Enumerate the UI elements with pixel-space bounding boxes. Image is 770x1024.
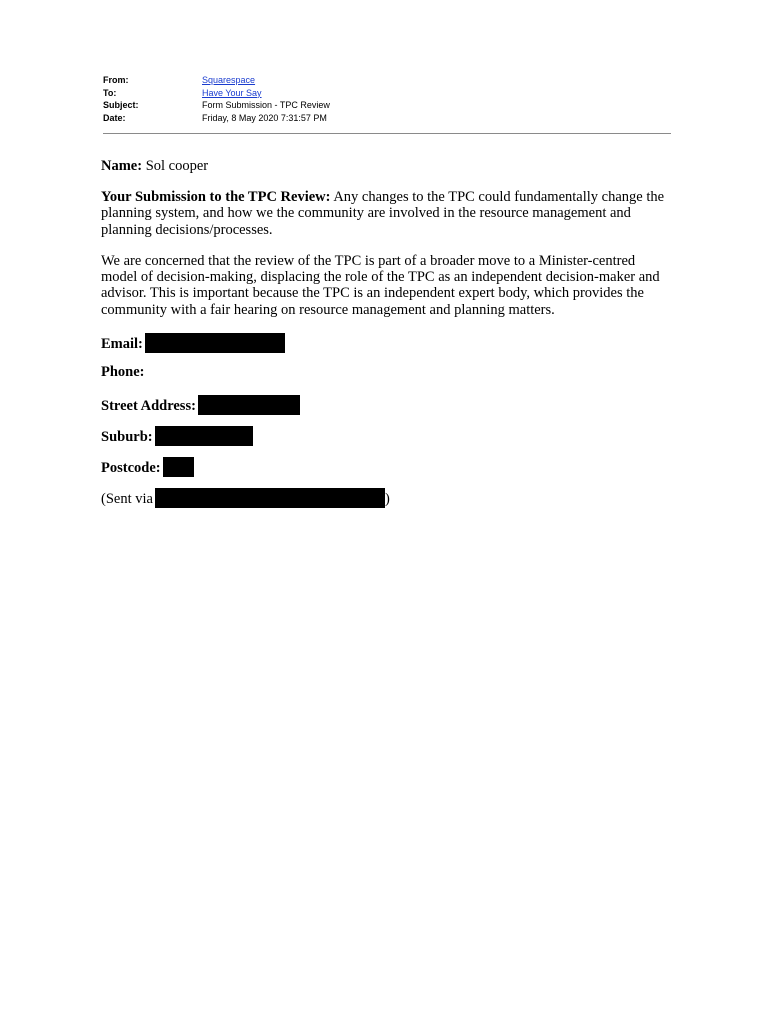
street-redaction bbox=[198, 395, 300, 415]
suburb-line bbox=[101, 426, 666, 457]
email-redaction bbox=[145, 333, 285, 353]
sent-via-line bbox=[101, 488, 666, 519]
name-value: Sol cooper bbox=[145, 158, 209, 174]
subject-label: Subject: bbox=[103, 100, 139, 111]
to-label: To: bbox=[103, 87, 117, 98]
email-line bbox=[101, 333, 666, 364]
email-header bbox=[103, 74, 671, 125]
subject-value: Form Submission - TPC Review bbox=[202, 100, 330, 111]
from-row bbox=[103, 74, 671, 87]
postcode-redaction bbox=[163, 457, 194, 477]
date-value: Friday, 8 May 2020 7:31:57 PM bbox=[202, 113, 327, 124]
subject-row bbox=[103, 99, 671, 112]
postcode-line bbox=[101, 457, 666, 488]
phone-label: Phone: bbox=[101, 363, 145, 380]
to-row bbox=[103, 87, 671, 100]
date-row bbox=[103, 112, 671, 125]
date-label: Date: bbox=[103, 113, 126, 124]
suburb-label: Suburb: bbox=[101, 428, 153, 445]
suburb-redaction bbox=[155, 426, 253, 446]
from-label: From: bbox=[103, 75, 129, 85]
from-link[interactable]: Squarespace bbox=[202, 75, 256, 85]
postcode-label: Postcode: bbox=[101, 459, 161, 476]
sent-via-prefix: (Sent via bbox=[101, 490, 153, 507]
name-line bbox=[101, 158, 666, 174]
street-line bbox=[101, 395, 666, 426]
concern-paragraph: We are concerned that the review of the TPC is part of a broader move to a Minister-centred model of decision-making, displacing the role of the TPC as an independent decision-maker and advisor. This is important because the TPC is an independent expert body, which provides the community with a fair hearing on resource management and planning matters. bbox=[101, 252, 660, 318]
header-divider bbox=[103, 133, 671, 134]
phone-line bbox=[101, 364, 666, 395]
review-label: Your Submission to the TPC Review: bbox=[101, 188, 331, 205]
street-label: Street Address: bbox=[101, 397, 196, 414]
review-paragraph bbox=[101, 189, 666, 238]
name-label: Name: bbox=[101, 158, 143, 174]
sent-via-redaction bbox=[155, 488, 385, 508]
sent-via-suffix: ) bbox=[384, 490, 390, 507]
to-link[interactable]: Have Your Say bbox=[202, 87, 262, 98]
email-label: Email: bbox=[101, 335, 143, 352]
review-text: Any changes to the TPC could fundamentally change the planning system, and how we the community are involved in the resource management and planning decisions/processes. bbox=[101, 188, 665, 238]
submission-body bbox=[101, 158, 666, 519]
